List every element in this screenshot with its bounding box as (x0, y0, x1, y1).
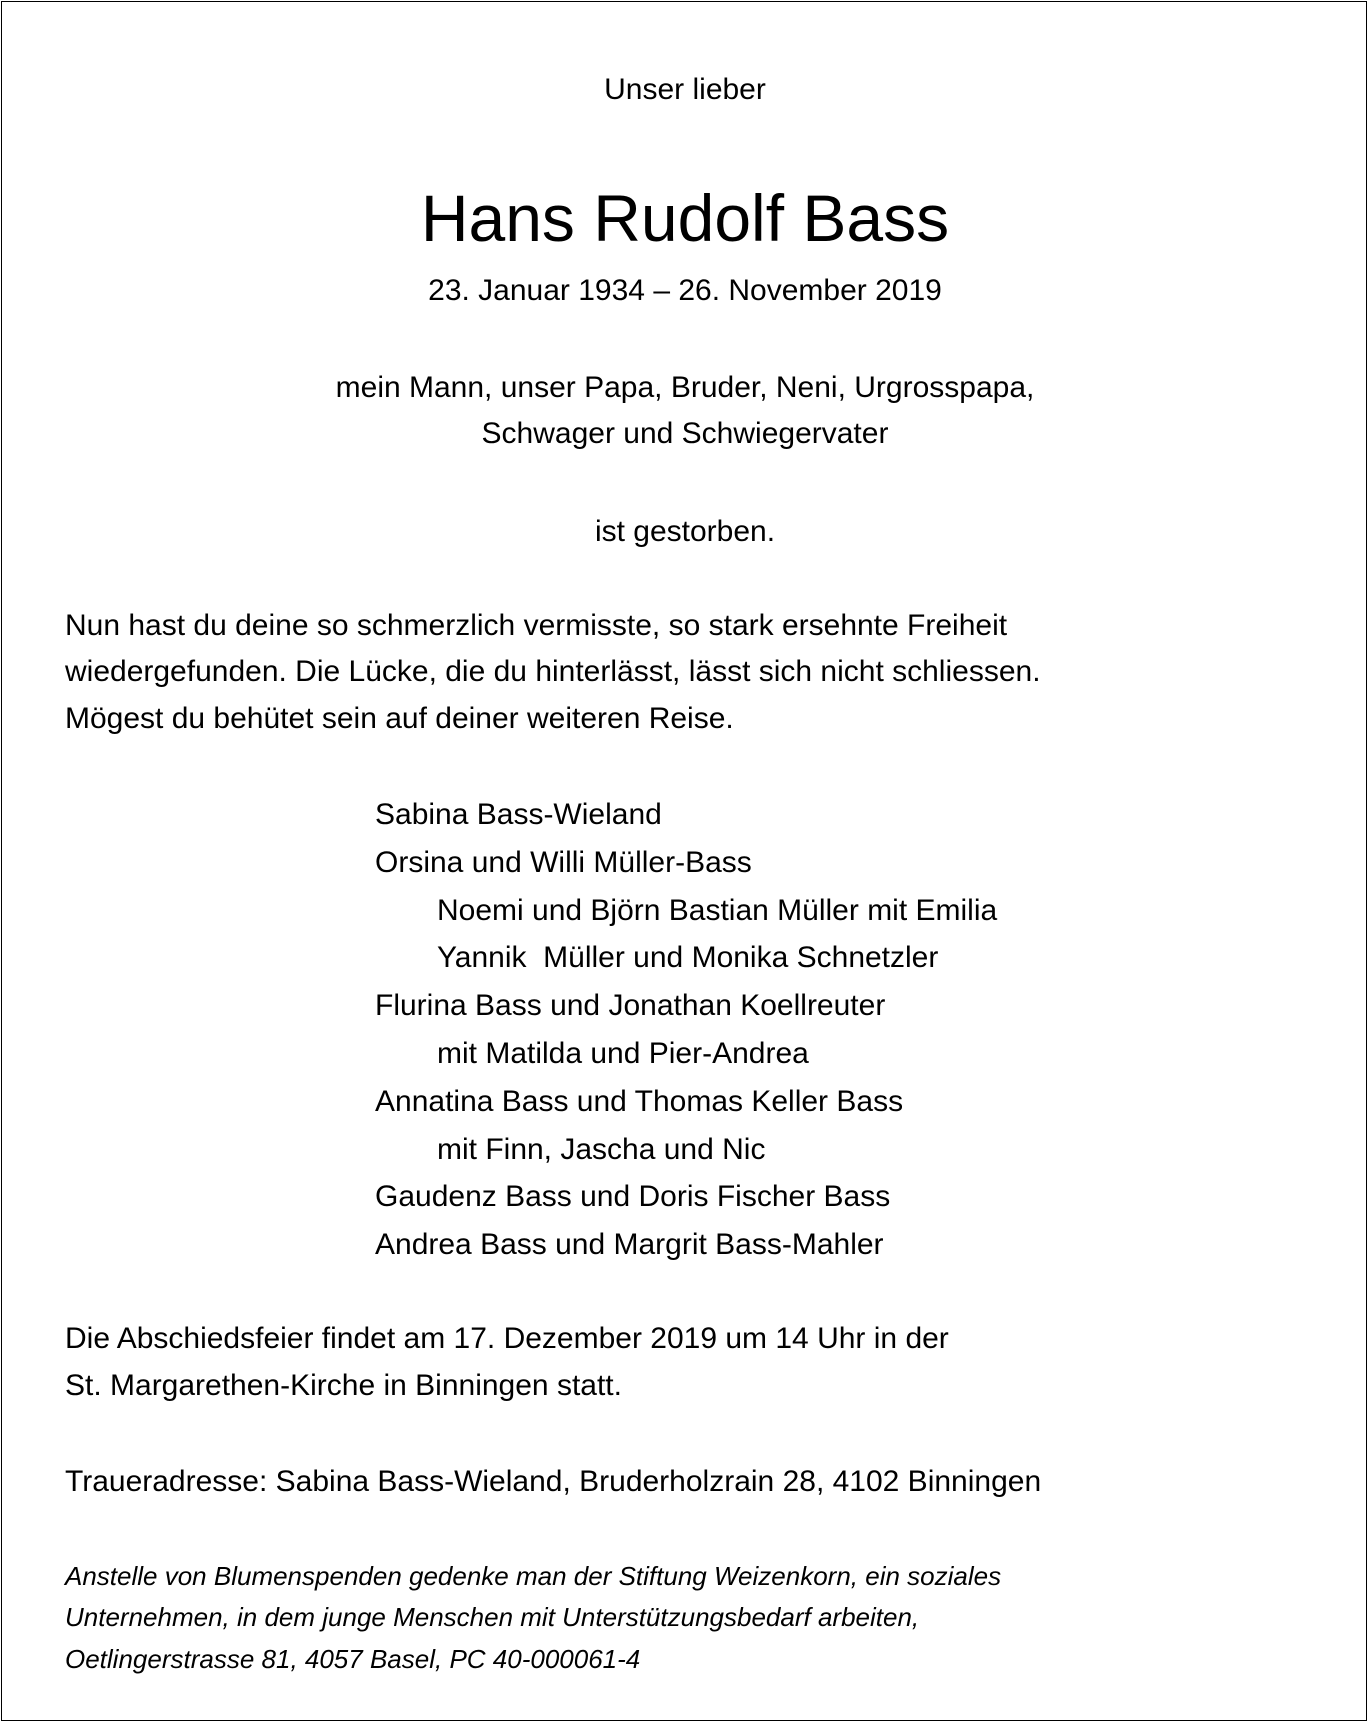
relations-line-2: Schwager und Schwiegervater (481, 417, 889, 450)
farewell-line-1: Nun hast du deine so schmerzlich vermisste, so stark ersehnte Freiheit (65, 609, 1008, 642)
mourner-line: Sabina Bass-Wieland (375, 798, 662, 831)
donation-note-line-2: Unternehmen, in dem junge Menschen mit Unterstützungsbedarf arbeiten, (65, 1602, 920, 1632)
farewell-line-2: wiedergefunden. Die Lücke, die du hinterlässt, lässt sich nicht schliessen. (65, 655, 1041, 688)
ceremony-line-2: St. Margarethen-Kirche in Binningen statt. (65, 1369, 622, 1402)
mourner-line: Yannik Müller und Monika Schnetzler (437, 941, 939, 974)
farewell-line-3: Mögest du behütet sein auf deiner weiteren Reise. (65, 702, 734, 735)
mourner-line: mit Finn, Jascha und Nic (437, 1133, 766, 1166)
ceremony-line-1: Die Abschiedsfeier findet am 17. Dezember 2019 um 14 Uhr in der (65, 1322, 949, 1355)
mourner-line: mit Matilda und Pier-Andrea (437, 1037, 809, 1070)
mourner-line: Noemi und Björn Bastian Müller mit Emilia (437, 894, 998, 927)
mourner-line: Annatina Bass und Thomas Keller Bass (375, 1085, 904, 1118)
passed-line: ist gestorben. (594, 515, 776, 548)
mourner-line: Andrea Bass und Margrit Bass-Mahler (375, 1228, 884, 1261)
donation-note-line-1: Anstelle von Blumenspenden gedenke man der Stiftung Weizenkorn, ein soziales (65, 1561, 1002, 1591)
mourner-line: Orsina und Willi Müller-Bass (375, 846, 752, 879)
donation-note-line-3: Oetlingerstrasse 81, 4057 Basel, PC 40-000061-4 (65, 1644, 641, 1674)
deceased-name: Hans Rudolf Bass (420, 181, 950, 255)
life-dates: 23. Januar 1934 – 26. November 2019 (428, 274, 942, 307)
mourner-line: Flurina Bass und Jonathan Koellreuter (375, 989, 886, 1022)
relations-line-1: mein Mann, unser Papa, Bruder, Neni, Urgrosspapa, (335, 371, 1035, 404)
mourner-line: Gaudenz Bass und Doris Fischer Bass (375, 1180, 891, 1213)
mourning-address: Traueradresse: Sabina Bass-Wieland, Bruderholzrain 28, 4102 Binningen (65, 1465, 1042, 1498)
intro-line: Unser lieber (604, 73, 766, 106)
